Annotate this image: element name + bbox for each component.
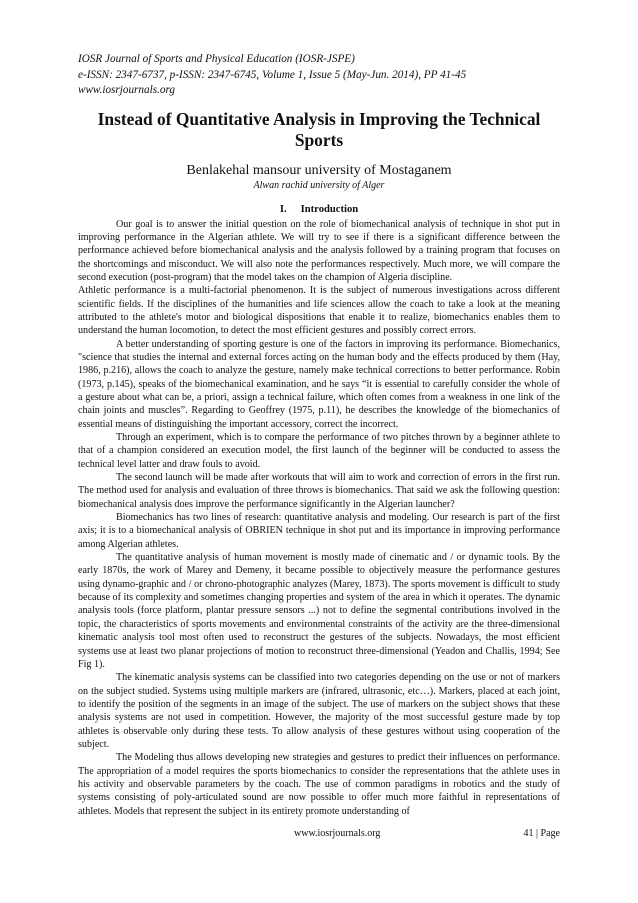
journal-website: www.iosrjournals.org: [78, 84, 175, 96]
journal-name: IOSR Journal of Sports and Physical Education (IOSR-JSPE): [78, 53, 355, 65]
paragraph: Through an experiment, which is to compare the performance of two pitches thrown by a beginner athlete to that of a champion considered an execution model, the first launch of the beginner will be conducted to assess the technical level latter and draw fouls to avoid.: [78, 432, 560, 470]
section-heading: [78, 203, 560, 216]
paragraph: Biomechanics has two lines of research: quantitative analysis and modeling. Our research is part of the first axis; it is to a biomechanical analysis of OBRIEN technique in shot put and its importance in improving performance among Algerian athletes.: [78, 512, 560, 550]
paragraph: Athletic performance is a multi-factorial phenomenon. It is the subject of numerous investigations across different scientific fields. If the disciplines of the humanities and life sciences allow the coach to take a look at the meaning attributed to the athlete's motor and biological dispositions that enable it to realize, biomechanics enables them to understand the human locomotion, to detect the most efficient gestures and possibly correct errors.: [78, 285, 560, 337]
section-title: Introduction: [300, 203, 359, 215]
page-number: 41 | Page: [523, 828, 560, 839]
paragraph: The Modeling thus allows developing new strategies and gestures to predict their influences on performance. The appropriation of a model requires the sports biomechanics to consider the representations that the athlete uses in his activity and observable parameters by the coach. The use of common paradigms in robotics and the study of systems consisting of poly-articulated sound are now possible to offer much more faithful in representations of athletes. Models that represent the subject in its entirety promote understanding of: [78, 752, 560, 817]
paragraph: The quantitative analysis of human movement is mostly made of cinematic and / or dynamic tools. By the early 1870s, the work of Marey and Demeny, it became possible to objectively measure the performance gestures using dynamo-graphic and / or chrono-photographic analyzes (Marey, 1873). The sports movement is difficult to study because of its complexity and sometimes changing properties and system of the area in which it operates. The dynamic analysis tools (force platform, plantar pressure sensors ...) not to define the segmental contributions involved in the topic, the characteristics of sports movements and environmental constraints of the activity are the three-dimensional kinematic analysis tool most often used to reconstruct the gestures of the subjects. Nowadays, the most efficient systems use at least two planar projections of motion to reconstruct three-dimensional (Yeadon and Challis, 1994; See Fig 1).: [78, 552, 560, 670]
paper-page: [78, 52, 560, 892]
section-number: I.: [279, 203, 287, 215]
paragraph: A better understanding of sporting gesture is one of the factors in improving its performance. Biomechanics, "science that studies the internal and external forces acting on the human body and the effects produced by them (Hay, 1986, p.216), allows the coach to analyze the gesture, namely make technical corrections to better performance. Robin (1973, p.145), speaks of the biomechanical examination, and he says “it is essential to carefully consider the whole of a gesture about what can be, a priori, assign a technical failure, which often comes from a weakness in one link of the chain joints and muscles”. Regarding to Geoffrey (1975, p.11), he describes the knowledge of the biomechanics of essential means of distinguishing the important accessory, correct the incorrect.: [78, 338, 560, 430]
paragraph: The second launch will be made after workouts that will aim to work and correction of errors in the first run. The method used for analysis and evaluation of three throws is biomechanics. That said we ask the following question: biomechanical analysis does improve the performance significantly in the Algerian launcher?: [78, 472, 560, 510]
paragraph: The kinematic analysis systems can be classified into two categories depending on the use or not of markers on the subject studied. Systems using multiple markers are (infrared, ultrasonic, etc…). Markers, placed at each joint, to identify the position of the segments in an image of the subject. The use of markers on the subject shows that these analysis systems are not used in competition. However, the majority of the most successful gesture made by top athletes is observable only during these tests. To allow analysis of these gestures without using cooperation of the subject.: [78, 672, 560, 750]
body-text: [78, 218, 560, 818]
paper-title: Instead of Quantitative Analysis in Improving the Technical Sports: [97, 108, 541, 150]
issn-line: e-ISSN: 2347-6737, p-ISSN: 2347-6745, Volume 1, Issue 5 (May-Jun. 2014), PP 41-45: [78, 68, 467, 81]
author-line: Benlakehal mansour university of Mostaganem: [186, 162, 452, 178]
paragraph: Our goal is to answer the initial question on the role of biomechanical analysis of technique in shot put in improving performance in the Algerian athlete. We will try to see if there is a significant difference between the performance achieved before biomechanical analysis and the analysis followed by a training program that focuses on the shortcomings and misconduct. We will also note the performances respectively. Much more, we will compare the second execution (post-program) that the model takes on the champion of Algeria discipline.: [78, 218, 560, 283]
affiliation-line: Alwan rachid university of Alger: [253, 179, 385, 191]
footer-website: www.iosrjournals.org: [294, 828, 381, 839]
